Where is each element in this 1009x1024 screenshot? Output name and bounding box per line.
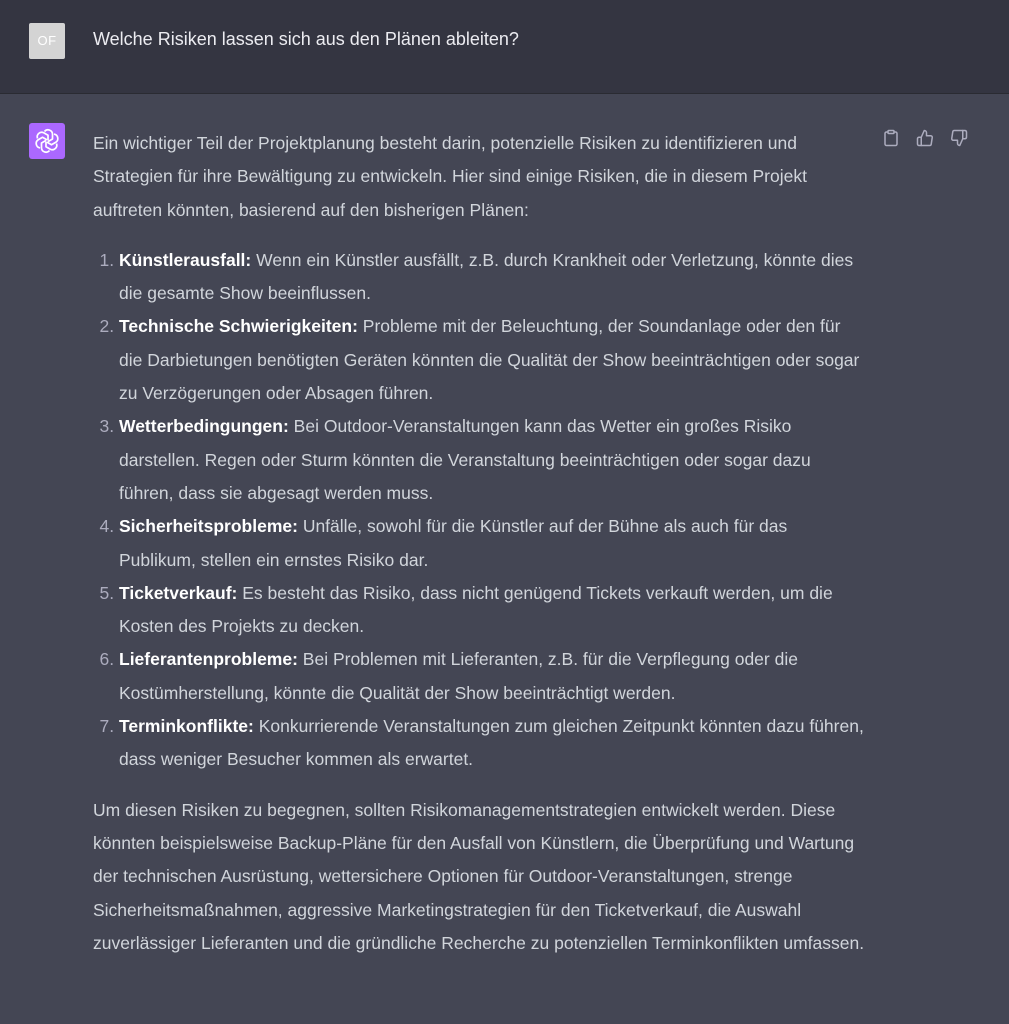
thumbs-down-icon[interactable] <box>948 127 970 149</box>
user-avatar: OF <box>29 23 65 59</box>
message-actions <box>880 127 970 149</box>
assistant-message-row <box>0 94 1009 1024</box>
intro-paragraph: Ein wichtiger Teil der Projektplanung besteht darin, potenzielle Risiken zu identifizieren und Strategien für ihre Bewältigung zu entwickeln. Hier sind einige Risiken, die in diesem Projekt auftreten könnten, basierend auf den bisherigen Plänen: <box>93 133 807 220</box>
risk-text: Konkurrierende Veranstaltungen zum gleichen Zeitpunkt könnten dazu führen, dass weniger Besucher kommen als erwartet. <box>119 716 864 770</box>
conclusion-paragraph: Um diesen Risiken zu begegnen, sollten Risikomanagementstrategien entwickelt werden. Diese könnten beispielsweise Backup-Pläne für den Ausfall von Künstlern, die Überprüfung und Wartung der technischen Ausrüstung, wettersichere Optionen für Outdoor-Veranstaltungen, strenge Sicherheitsmaßnahmen, aggressive Marketingstrategien für den Ticketverkauf, die Auswahl zuverlässiger Lieferanten und die gründliche Recherche zu potenziellen Terminkonflikten umfassen. <box>93 799 865 953</box>
risk-title: Technische Schwierigkeiten: <box>119 316 358 337</box>
risk-item-technical <box>119 310 865 410</box>
user-message-row <box>0 0 1009 94</box>
risk-item-safety <box>119 510 865 577</box>
risk-item-suppliers <box>119 643 865 710</box>
risk-item-artist-dropout <box>119 244 865 311</box>
risk-title: Lieferantenprobleme: <box>119 649 298 670</box>
risk-item-weather <box>119 410 865 510</box>
risk-text: Unfälle, sowohl für die Künstler auf der Bühne als auch für das Publikum, stellen ein ernstes Risiko dar. <box>119 516 788 570</box>
risk-list <box>93 244 865 777</box>
risk-title: Wetterbedingungen: <box>119 416 289 437</box>
risk-text: Probleme mit der Beleuchtung, der Soundanlage oder den für die Darbietungen benötigten Geräten könnten die Qualität der Show beeinträchtigen oder sogar zu Verzögerungen oder Absagen führen. <box>119 316 860 404</box>
user-message-text: Welche Risiken lassen sich aus den Plänen ableiten? <box>93 29 519 49</box>
risk-text: Bei Problemen mit Lieferanten, z.B. für die Verpflegung oder die Kostümherstellung, könnte die Qualität der Show beeinträchtigt werden. <box>119 649 798 703</box>
risk-text: Es besteht das Risiko, dass nicht genügend Tickets verkauft werden, um die Kosten des Projekts zu decken. <box>119 582 833 637</box>
openai-logo-icon <box>29 123 65 159</box>
risk-title: Künstlerausfall: <box>119 249 252 270</box>
risk-title: Terminkonflikte: <box>119 716 254 737</box>
risk-title: Ticketverkauf: <box>119 582 238 603</box>
risk-item-tickets <box>119 577 865 644</box>
thumbs-up-icon[interactable] <box>914 127 936 149</box>
risk-text: Wenn ein Künstler ausfällt, z.B. durch Krankheit oder Verletzung, könnte dies die gesamte Show beeinflussen. <box>119 249 854 304</box>
clipboard-icon[interactable] <box>880 127 902 149</box>
risk-title: Sicherheitsprobleme: <box>119 516 298 537</box>
risk-text: Bei Outdoor-Veranstaltungen kann das Wetter ein großes Risiko darstellen. Regen oder Sturm könnten die Veranstaltung beeinträchtigen oder sogar dazu führen, dass sie abgesagt werden muss. <box>119 416 811 503</box>
risk-item-scheduling <box>119 710 865 777</box>
assistant-message-content <box>93 127 865 960</box>
